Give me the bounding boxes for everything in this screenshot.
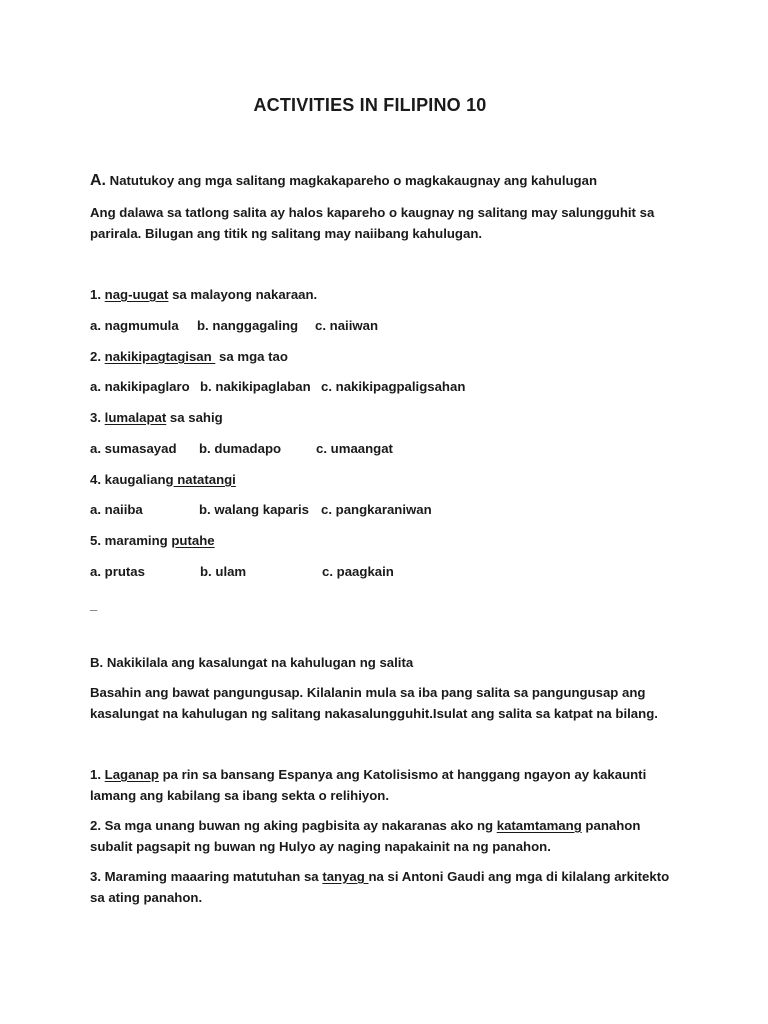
item-a5-option-b: b. ulam bbox=[200, 564, 247, 579]
separator-mark: _ bbox=[90, 597, 98, 612]
item-a4-prompt bbox=[90, 469, 236, 490]
item-a4-option-c: c. pangkaraniwan bbox=[321, 502, 432, 517]
item-a1-option-b: b. nanggagaling bbox=[197, 318, 299, 333]
section-a-heading bbox=[90, 170, 597, 191]
section-a-instruction-2: parirala. Bilugan ang titik ng salitang may naiibang kahulugan. bbox=[90, 226, 483, 241]
item-a1-prompt bbox=[90, 284, 317, 305]
item-a3-option-c: c. umaangat bbox=[316, 441, 393, 456]
item-a4-num: 4. kaugaliang bbox=[90, 472, 174, 487]
item-a1-option-a: a. nagmumula bbox=[90, 318, 179, 333]
item-b1-post: pa rin sa bansang Espanya ang Katolisismo at hanggang ngayon ay kakaunti bbox=[158, 767, 647, 782]
item-a3-underlined: lumalapat bbox=[104, 410, 167, 425]
item-b3-line1 bbox=[90, 866, 669, 887]
item-a3-rest: sa sahig bbox=[166, 410, 223, 425]
item-a1-option-c: c. naiiwan bbox=[315, 318, 379, 333]
section-a-letter: A. bbox=[90, 172, 106, 189]
item-a5-underlined: putahe bbox=[171, 533, 215, 548]
item-a5-prompt bbox=[90, 530, 215, 551]
item-a1-rest: sa malayong nakaraan. bbox=[168, 287, 318, 302]
item-a3-num: 3. bbox=[90, 410, 105, 425]
section-b-instruction-2: kasalungat na kahulugan ng salitang nakasalungguhit.Isulat ang salita sa katpat na bilang. bbox=[90, 706, 658, 721]
item-b2-line1 bbox=[90, 815, 640, 836]
item-a3-prompt bbox=[90, 407, 223, 428]
item-b2-pre: 2. Sa mga unang buwan ng aking pagbisita ay nakaranas ako ng bbox=[90, 818, 497, 833]
item-b3-post: na si Antoni Gaudi ang mga di kilalang arkitekto bbox=[368, 869, 670, 884]
page-title: ACTIVITIES IN FILIPINO 10 bbox=[253, 95, 487, 115]
item-a2-rest: sa mga tao bbox=[215, 349, 288, 364]
item-b2-underlined: katamtamang bbox=[496, 818, 582, 833]
item-a2-option-a: a. nakikipaglaro bbox=[90, 379, 190, 394]
item-a4-option-b: b. walang kaparis bbox=[199, 502, 309, 517]
item-a2-underlined: nakikipagtagisan bbox=[104, 349, 216, 364]
item-a1-underlined: nag-uugat bbox=[104, 287, 169, 302]
item-a5-num: 5. maraming bbox=[90, 533, 172, 548]
item-a3-option-a: a. sumasayad bbox=[90, 441, 177, 456]
item-a1-num: 1. bbox=[90, 287, 105, 302]
item-a2-num: 2. bbox=[90, 349, 105, 364]
section-b-instruction-1: Basahin ang bawat pangungusap. Kilalanin mula sa iba pang salita sa pangungusap ang bbox=[90, 685, 646, 700]
item-b2-line2: subalit pagsapit ng buwan ng Hulyo ay naging napakainit na ng panahon. bbox=[90, 839, 551, 854]
item-b1-pre: 1. bbox=[90, 767, 105, 782]
section-a-instruction-1: Ang dalawa sa tatlong salita ay halos kapareho o kaugnay ng salitang may salungguhit sa bbox=[90, 205, 655, 220]
item-a2-prompt bbox=[90, 346, 288, 367]
item-a5-option-c: c. paagkain bbox=[322, 564, 394, 579]
item-a3-option-b: b. dumadapo bbox=[199, 441, 282, 456]
item-b1-underlined: Laganap bbox=[104, 767, 159, 782]
item-b1-line2: lamang ang kabilang sa ibang sekta o relihiyon. bbox=[90, 788, 389, 803]
item-a4-option-a: a. naiiba bbox=[90, 502, 143, 517]
item-b3-pre: 3. Maraming maaaring matutuhan sa bbox=[90, 869, 323, 884]
item-a2-option-b: b. nakikipaglaban bbox=[200, 379, 311, 394]
item-a5-option-a: a. prutas bbox=[90, 564, 145, 579]
item-a2-option-c: c. nakikipagpaligsahan bbox=[321, 379, 466, 394]
section-b-heading: B. Nakikilala ang kasalungat na kahulugan ng salita bbox=[90, 655, 414, 670]
item-b2-post: panahon bbox=[581, 818, 641, 833]
item-b1-line1 bbox=[90, 764, 646, 785]
section-a-heading-text: Natutukoy ang mga salitang magkakapareho o magkakaugnay ang kahulugan bbox=[109, 173, 598, 188]
item-b3-line2: sa ating panahon. bbox=[90, 890, 203, 905]
item-a4-underlined: natatangi bbox=[173, 472, 236, 487]
item-b3-underlined: tanyag bbox=[322, 869, 369, 884]
